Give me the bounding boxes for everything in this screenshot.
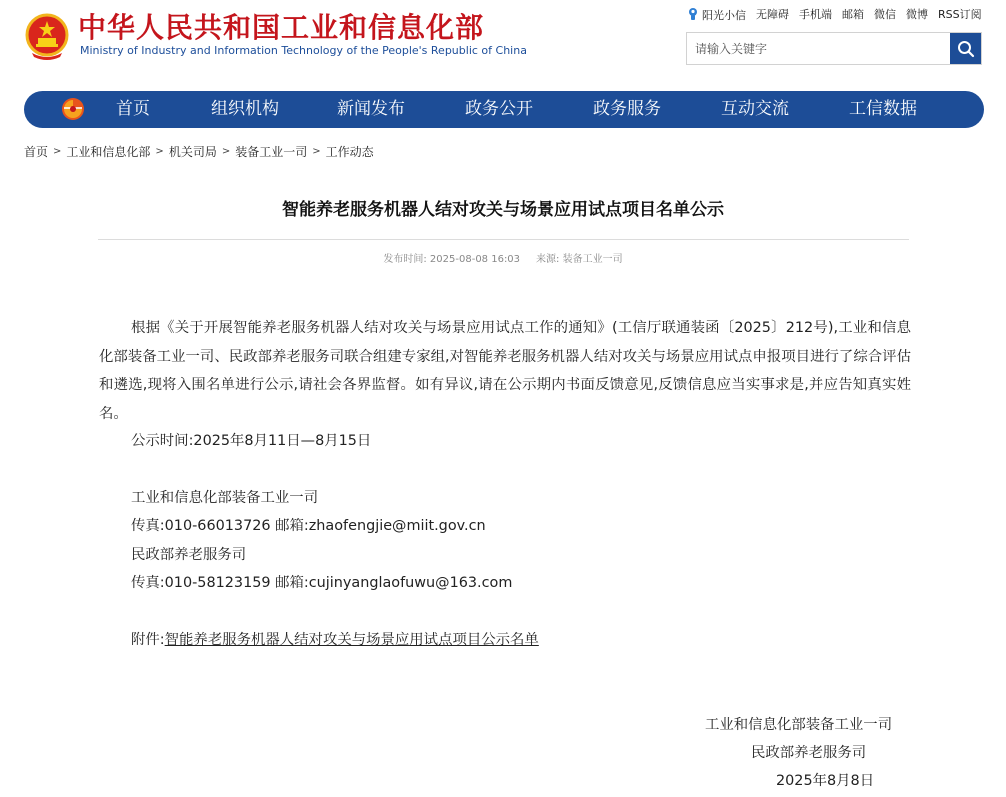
- site-header: [0, 0, 1006, 90]
- quick-link-weibo[interactable]: 微博: [906, 8, 928, 21]
- notice-period: 公示时间:2025年8月11日—8月15日: [131, 433, 372, 449]
- attachment-row: [131, 626, 539, 655]
- site-subtitle: Ministry of Industry and Information Technology of the People's Republic of China: [80, 44, 527, 57]
- search-icon: [957, 40, 975, 58]
- article-source: 来源: 装备工业一司: [536, 254, 623, 265]
- breadcrumb-department[interactable]: 装备工业一司: [235, 144, 308, 159]
- contact2-info: 传真:010-58123159 邮箱:cujinyanglaofuwu@163.com: [131, 575, 513, 591]
- quick-links: [688, 6, 982, 24]
- nav-item-public-affairs[interactable]: 政务公开: [465, 99, 533, 119]
- quick-link-accessibility[interactable]: 无障碍: [756, 8, 789, 21]
- attachment-label: 附件:: [131, 632, 165, 648]
- nav-item-interaction[interactable]: 互动交流: [721, 99, 789, 119]
- nav-item-news[interactable]: 新闻发布: [337, 99, 405, 119]
- breadcrumb-separator: >: [53, 145, 62, 157]
- miit-logo-icon: [60, 96, 86, 122]
- breadcrumb-home[interactable]: 首页: [24, 144, 49, 159]
- nav-item-services[interactable]: 政务服务: [593, 99, 661, 119]
- article-meta: [0, 252, 1006, 268]
- search-box: [686, 32, 982, 65]
- article-title: 智能养老服务机器人结对攻关与场景应用试点项目名单公示: [282, 200, 724, 220]
- breadcrumb-work-updates[interactable]: 工作动态: [325, 144, 374, 159]
- quick-link-rss[interactable]: RSS订阅: [938, 8, 982, 21]
- nav-item-home[interactable]: 首页: [116, 99, 150, 119]
- breadcrumb-departments[interactable]: 机关司局: [168, 144, 217, 159]
- breadcrumb-separator: >: [155, 145, 164, 157]
- attachment-link[interactable]: 智能养老服务机器人结对攻关与场景应用试点项目公示名单: [164, 632, 539, 648]
- quick-link-wechat[interactable]: 微信: [874, 8, 896, 21]
- site-title[interactable]: 中华人民共和国工业和信息化部: [78, 11, 485, 44]
- signature-org2: 民政部养老服务司: [751, 745, 867, 761]
- signature-date: 2025年8月8日: [776, 773, 875, 789]
- nav-item-data[interactable]: 工信数据: [849, 99, 917, 119]
- national-emblem-icon: [24, 11, 70, 61]
- search-button[interactable]: [950, 33, 981, 64]
- contact2-org: 民政部养老服务司: [131, 547, 247, 563]
- quick-link-sunshine[interactable]: [688, 7, 746, 24]
- search-input[interactable]: [687, 33, 949, 64]
- breadcrumb: [24, 142, 374, 160]
- signature-org1: 工业和信息化部装备工业一司: [705, 717, 893, 733]
- breadcrumb-ministry[interactable]: 工业和信息化部: [66, 144, 151, 159]
- quick-link-mobile[interactable]: 手机端: [799, 8, 832, 21]
- quick-link-mail[interactable]: 邮箱: [842, 8, 864, 21]
- sunshine-mascot-icon: [688, 7, 698, 21]
- contact1-info: 传真:010-66013726 邮箱:zhaofengjie@miit.gov.cn: [131, 518, 486, 534]
- breadcrumb-separator: >: [312, 145, 321, 157]
- title-divider: [98, 239, 909, 240]
- publish-time: 发布时间: 2025-08-08 16:03: [383, 254, 521, 265]
- breadcrumb-separator: >: [221, 145, 231, 157]
- contact1-org: 工业和信息化部装备工业一司: [131, 490, 319, 506]
- main-nav: [24, 91, 984, 128]
- quick-link-label: 阳光小信: [702, 8, 746, 22]
- article-paragraph: 根据《关于开展智能养老服务机器人结对攻关与场景应用试点工作的通知》(工信厅联通装函〔2025〕212号),工业和信息化部装备工业一司、民政部养老服务司联合组建专家组,对智能养老服务机器人结对攻关与场景应用试点申报项目进行了综合评估和遴选,现将入围名单进行公示,请社会各界监督。如有异议,请在公示期内书面反馈意见,反馈信息应当实事求是,并应告知真实姓名。: [99, 320, 911, 422]
- nav-item-organization[interactable]: 组织机构: [211, 99, 279, 119]
